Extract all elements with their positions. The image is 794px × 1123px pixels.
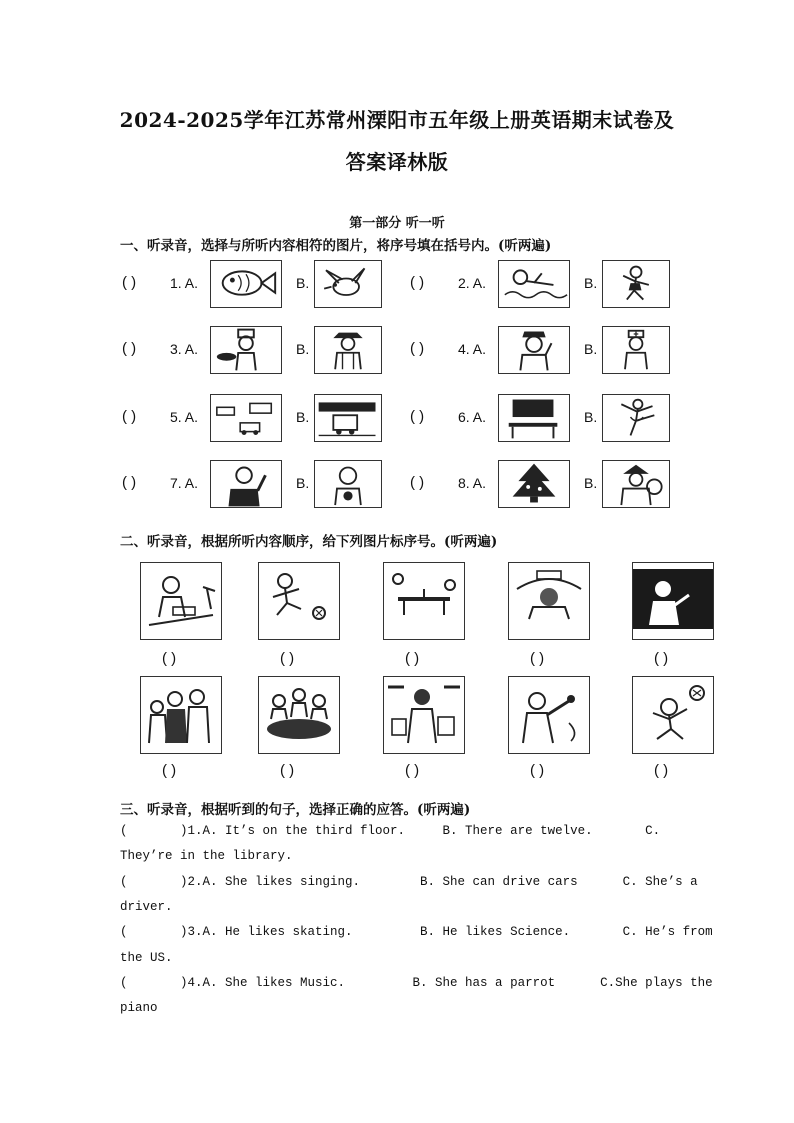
- question-continuation: piano: [120, 1001, 158, 1016]
- option-b-label: B.: [584, 341, 598, 357]
- christmas-tree-icon: [499, 461, 569, 507]
- answer-paren[interactable]: ( ): [122, 340, 137, 357]
- traffic-icon: [315, 395, 381, 441]
- option-a-picture: [498, 460, 570, 508]
- option-a-picture: [498, 394, 570, 442]
- table-tennis-icon: [384, 563, 464, 639]
- girl-reading-icon: [141, 563, 221, 639]
- swimmer-icon: [499, 261, 569, 307]
- question-number: 6. A.: [458, 409, 487, 425]
- option-b-label: B.: [584, 409, 598, 425]
- question-continuation: the US.: [120, 950, 173, 965]
- ordering-picture: [383, 562, 465, 640]
- section1-heading: 一、听录音，选择与所听内容相符的图片，将序号填在括号内。(听两遍): [120, 238, 552, 254]
- ordering-picture: [140, 676, 222, 754]
- ordering-picture: [258, 676, 340, 754]
- shopping-icon: [384, 677, 464, 753]
- section3-heading: 三、听录音，根据听到的句子，选择正确的应答。(听两遍): [120, 802, 471, 818]
- cars-icon: [211, 395, 281, 441]
- answer-paren[interactable]: ( ): [410, 340, 425, 357]
- ballet-icon: [603, 395, 669, 441]
- option-b-label: B.: [296, 341, 310, 357]
- option-b-picture: [314, 326, 382, 374]
- option-a-picture: [498, 260, 570, 308]
- option-b-picture: [602, 326, 670, 374]
- question-number: 7. A.: [170, 475, 199, 491]
- question-line: ( )4.A. She likes Music. B. She has a parrot C.She plays the: [120, 975, 713, 990]
- part-heading: 第一部分 听一听: [349, 216, 445, 231]
- answer-paren[interactable]: ( ): [122, 408, 137, 425]
- question-line: ( )2.A. She likes singing. B. She can drive cars C. She’s a: [120, 874, 698, 889]
- option-b-picture: [602, 394, 670, 442]
- answer-paren[interactable]: ( ): [654, 650, 669, 667]
- taxi-driver-icon: [509, 563, 589, 639]
- page-title: 2024-2025学年江苏常州溧阳市五年级上册英语期末试卷及: [119, 108, 675, 132]
- fish-icon: [211, 261, 281, 307]
- question-continuation: They’re in the library.: [120, 849, 293, 864]
- answer-paren[interactable]: ( ): [410, 408, 425, 425]
- answer-paren[interactable]: ( ): [405, 762, 420, 779]
- answer-paren[interactable]: ( ): [162, 650, 177, 667]
- answer-paren[interactable]: ( ): [410, 274, 425, 291]
- boy-icon: [315, 461, 381, 507]
- option-a-picture: [210, 460, 282, 508]
- ordering-picture: [258, 562, 340, 640]
- farmer-icon: [315, 327, 381, 373]
- answer-paren[interactable]: ( ): [122, 474, 137, 491]
- option-b-label: B.: [584, 275, 598, 291]
- option-a-picture: [210, 394, 282, 442]
- answer-paren[interactable]: ( ): [530, 650, 545, 667]
- option-b-picture: [314, 260, 382, 308]
- dancer-icon: [603, 261, 669, 307]
- option-b-picture: [602, 260, 670, 308]
- option-a-picture: [210, 260, 282, 308]
- policeman-icon: [499, 327, 569, 373]
- question-number: 3. A.: [170, 341, 199, 357]
- dinner-icon: [259, 677, 339, 753]
- answer-paren[interactable]: ( ): [280, 762, 295, 779]
- question-line: ( )1.A. It’s on the third floor. B. There are twelve. C.: [120, 824, 661, 838]
- answer-paren[interactable]: ( ): [405, 650, 420, 667]
- ordering-picture: [508, 562, 590, 640]
- ordering-picture: [508, 676, 590, 754]
- ordering-picture: [383, 676, 465, 754]
- question-number: 4. A.: [458, 341, 487, 357]
- option-a-picture: [498, 326, 570, 374]
- question-line: ( )3.A. He likes skating. B. He likes Science. C. He’s from: [120, 925, 713, 940]
- ordering-picture: [632, 676, 714, 754]
- option-b-label: B.: [296, 409, 310, 425]
- man-waving-icon: [211, 461, 281, 507]
- ordering-picture: [140, 562, 222, 640]
- page-title-line2: 答案译林版: [345, 150, 449, 174]
- answer-paren[interactable]: ( ): [162, 762, 177, 779]
- option-a-picture: [210, 326, 282, 374]
- answer-paren[interactable]: ( ): [280, 650, 295, 667]
- cook-icon: [211, 327, 281, 373]
- option-b-label: B.: [296, 275, 310, 291]
- answer-paren[interactable]: ( ): [410, 474, 425, 491]
- section2-heading: 二、听录音，根据所听内容顺序，给下列图片标序号。(听两遍): [120, 534, 498, 550]
- answer-paren[interactable]: ( ): [654, 762, 669, 779]
- answer-paren[interactable]: ( ): [122, 274, 137, 291]
- question-number: 5. A.: [170, 409, 199, 425]
- option-b-label: B.: [296, 475, 310, 491]
- family-icon: [141, 677, 221, 753]
- option-b-label: B.: [584, 475, 598, 491]
- ordering-picture: [632, 562, 714, 640]
- bird-icon: [315, 261, 381, 307]
- option-b-picture: [314, 394, 382, 442]
- answer-paren[interactable]: ( ): [530, 762, 545, 779]
- boy-football-icon: [259, 563, 339, 639]
- classroom-icon: [499, 395, 569, 441]
- boy-jumping-icon: [633, 677, 713, 753]
- santa-icon: [603, 461, 669, 507]
- question-number: 8. A.: [458, 475, 487, 491]
- question-number: 2. A.: [458, 275, 487, 291]
- option-b-picture: [602, 460, 670, 508]
- question-continuation: driver.: [120, 899, 173, 914]
- singing-icon: [509, 677, 589, 753]
- question-number: 1. A.: [170, 275, 199, 291]
- teacher-blackboard-icon: [633, 563, 713, 639]
- nurse-icon: [603, 327, 669, 373]
- option-b-picture: [314, 460, 382, 508]
